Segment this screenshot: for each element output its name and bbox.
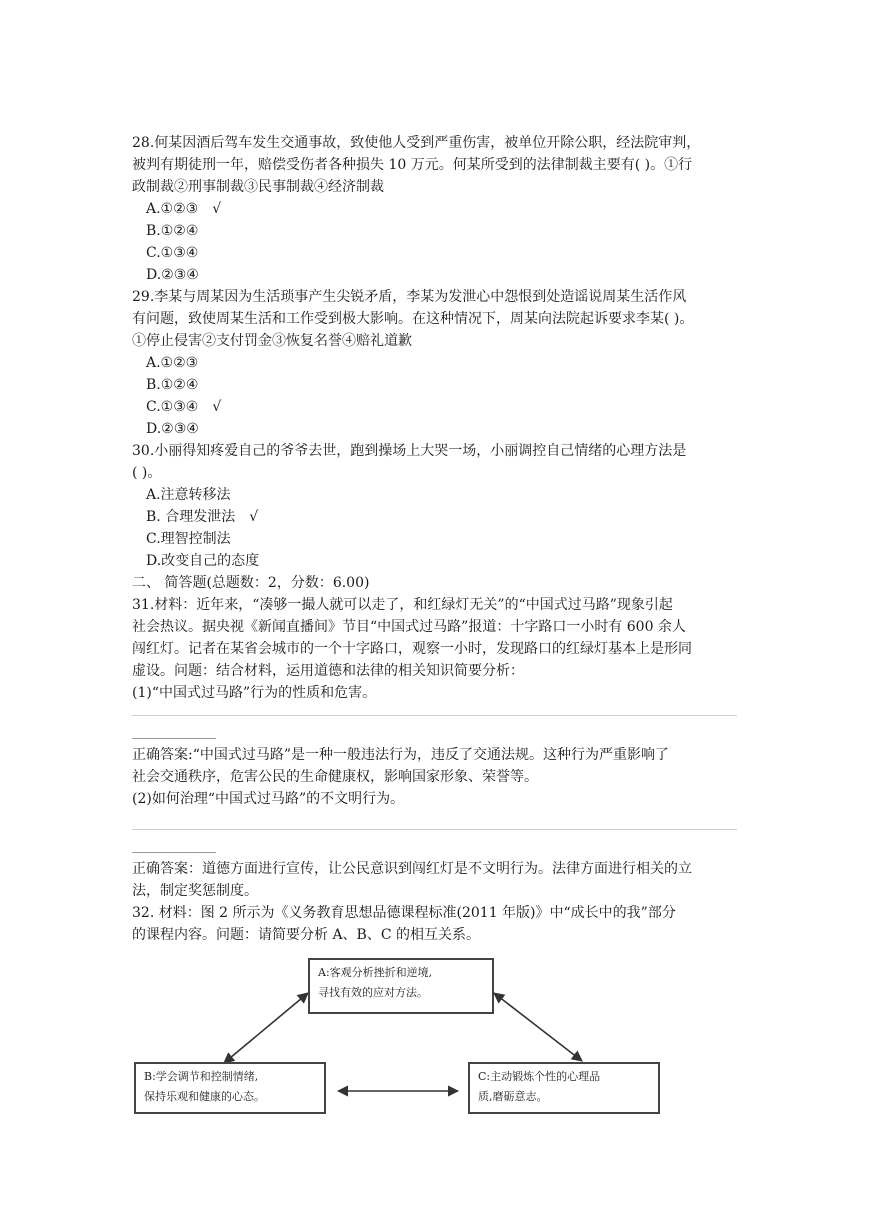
- q29-option-c: [146, 396, 221, 418]
- q29-option-d: D.②③④: [146, 421, 199, 437]
- check-mark: √: [212, 399, 222, 415]
- q28-option-c: C.①③④: [146, 245, 199, 261]
- q31-answer-2-line-1: 正确答案：道德方面进行宣传，让公民意识到闯红灯是不文明行为。法律方面进行相关的立: [132, 861, 692, 877]
- q29-option-b: B.①②④: [146, 377, 199, 393]
- q28-option-a: [146, 198, 221, 220]
- q32-stem-line-2: 的课程内容。问题：请简要分析 A、B、C 的相互关系。: [132, 927, 481, 943]
- relationship-diagram: [132, 955, 673, 1120]
- q31-sub-question-1: (1)“中国式过马路”行为的性质和危害。: [132, 685, 377, 701]
- box-b-line-2: 保持乐观和健康的心态。: [144, 1090, 265, 1103]
- box-b-line-1: B:学会调节和控制情绪,: [144, 1070, 259, 1083]
- q30-option-d: D.改变自己的态度: [146, 553, 260, 569]
- q30-stem-line-2: ( )。: [132, 465, 162, 481]
- q30-option-a: A.注意转移法: [146, 487, 231, 503]
- answer-line: [132, 715, 737, 716]
- q28-stem-line-1: 28.何某因酒后驾车发生交通事故，致使他人受到严重伤害，被单位开除公职，经法院审判，: [132, 135, 701, 151]
- q31-stem-line-4: 虚设。问题：结合材料，运用道德和法律的相关知识简要分析：: [132, 663, 524, 679]
- q28-option-b: B.①②④: [146, 223, 199, 239]
- q28-stem-line-2: 被判有期徒刑一年，赔偿受伤者各种损失 10 万元。何某所受到的法律制裁主要有( )。①行: [132, 157, 693, 173]
- q30-option-b-text: B. 合理发泄法: [146, 509, 236, 525]
- q31-answer-2-line-2: 法，制定奖惩制度。: [132, 883, 258, 899]
- q31-sub-question-2: (2)如何治理“中国式过马路”的不文明行为。: [132, 791, 405, 807]
- diagram-box-c: [468, 1062, 660, 1114]
- q31-answer-1-line-2: 社会交通秩序，危害公民的生命健康权，影响国家形象、荣誉等。: [132, 769, 538, 785]
- check-mark: √: [249, 509, 259, 525]
- q31-answer-1-line-1: 正确答案:“中国式过马路”是一种一般违法行为，违反了交通法规。这种行为严重影响了: [132, 747, 670, 763]
- q30-option-c: C.理智控制法: [146, 531, 231, 547]
- answer-divider: [132, 738, 216, 739]
- q29-option-a: A.①②③: [146, 355, 199, 371]
- q31-stem-line-2: 社会热议。据央视《新闻直播间》节目“中国式过马路”报道：十字路口一小时有 600 余人: [132, 619, 686, 635]
- answer-line: [132, 829, 737, 830]
- q29-stem-line-2: 有问题，致使周某生活和工作受到极大影响。在这种情况下，周某向法院起诉要求李某( )。: [132, 311, 694, 327]
- answer-divider: [132, 852, 216, 853]
- q28-stem-line-3: 政制裁②刑事制裁③民事制裁④经济制裁: [132, 179, 384, 195]
- q29-stem-line-1: 29.李某与周某因为生活琐事产生尖锐矛盾，李某为发泄心中怨恨到处造谣说周某生活作风: [132, 289, 687, 305]
- box-c-line-1: C:主动锻炼个性的心理品: [478, 1070, 601, 1083]
- q28-option-a-text: A.①②③: [146, 201, 199, 217]
- q30-option-b: [146, 506, 258, 528]
- arrow-a-c: [494, 993, 582, 1061]
- q29-stem-line-3: ①停止侵害②支付罚金③恢复名誉④赔礼道歉: [132, 333, 412, 349]
- section-heading: 二、 简答题(总题数：2，分数：6.00): [132, 575, 370, 591]
- diagram-box-b: [134, 1062, 326, 1114]
- check-mark: √: [212, 201, 222, 217]
- box-a-line-2: 寻找有效的应对方法。: [318, 986, 428, 999]
- box-a-line-1: A:客观分析挫折和逆境,: [318, 966, 433, 979]
- q30-stem-line-1: 30.小丽得知疼爱自己的爷爷去世，跑到操场上大哭一场，小丽调控自己情绪的心理方法是: [132, 443, 687, 459]
- q32-stem-line-1: 32. 材料：图 2 所示为《义务教育思想品德课程标准(2011 年版)》中“成长中的我”部分: [132, 905, 676, 921]
- q29-option-c-text: C.①③④: [146, 399, 199, 415]
- q31-stem-line-1: 31.材料：近年来，“凑够一撮人就可以走了，和红绿灯无关”的“中国式过马路”现象引起: [132, 597, 673, 613]
- diagram-box-a: [308, 958, 494, 1014]
- q28-option-d: D.②③④: [146, 267, 199, 283]
- arrow-a-b: [224, 993, 308, 1063]
- box-c-line-2: 质,磨砺意志。: [478, 1090, 548, 1103]
- q31-stem-line-3: 闯红灯。记者在某省会城市的一个十字路口，观察一小时，发现路口的红绿灯基本上是形同: [132, 641, 692, 657]
